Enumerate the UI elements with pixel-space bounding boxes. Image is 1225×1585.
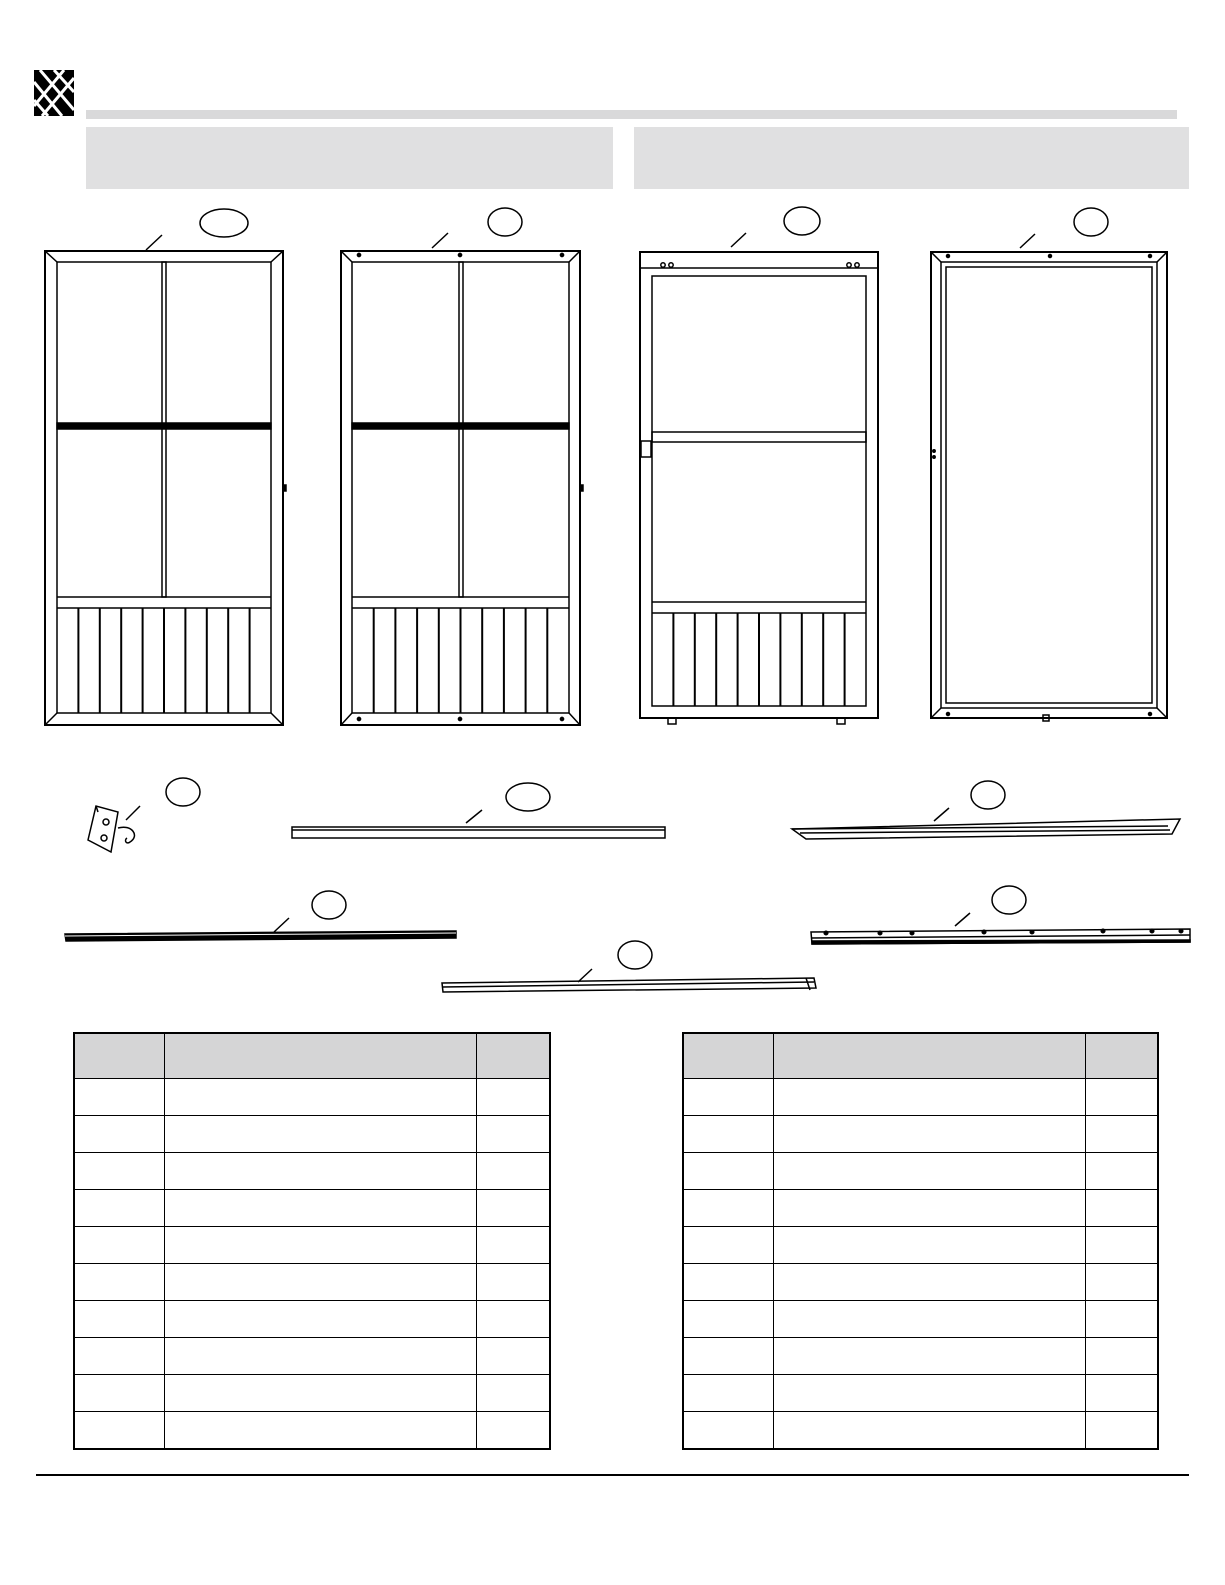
quantity-cell <box>477 1079 550 1116</box>
quantity-cell <box>477 1116 550 1153</box>
table-row <box>683 1190 1158 1227</box>
part-id-cell <box>683 1190 773 1227</box>
description-cell <box>164 1116 477 1153</box>
parts-table-left <box>73 1032 551 1450</box>
table-row <box>683 1227 1158 1264</box>
part-id-cell <box>683 1375 773 1412</box>
column-header-description <box>773 1033 1086 1079</box>
description-cell <box>164 1301 477 1338</box>
description-cell <box>773 1264 1086 1301</box>
quantity-cell <box>1086 1412 1158 1450</box>
description-cell <box>164 1264 477 1301</box>
description-cell <box>164 1079 477 1116</box>
table-row <box>683 1116 1158 1153</box>
quantity-cell <box>1086 1153 1158 1190</box>
description-cell <box>164 1338 477 1375</box>
part-id-cell <box>683 1338 773 1375</box>
table-row <box>74 1412 550 1450</box>
description-cell <box>773 1375 1086 1412</box>
quantity-cell <box>1086 1264 1158 1301</box>
description-cell <box>773 1412 1086 1450</box>
part-id-cell <box>74 1375 164 1412</box>
part-id-cell <box>74 1116 164 1153</box>
table-row <box>683 1301 1158 1338</box>
table-row <box>683 1338 1158 1375</box>
angled-rail-strip <box>792 781 1180 839</box>
quantity-cell <box>477 1264 550 1301</box>
leader-line <box>578 969 592 982</box>
leader-line <box>146 235 162 250</box>
quantity-cell <box>477 1153 550 1190</box>
description-cell <box>773 1190 1086 1227</box>
description-cell <box>773 1301 1086 1338</box>
description-cell <box>164 1227 477 1264</box>
part-id-cell <box>74 1301 164 1338</box>
table-row <box>683 1153 1158 1190</box>
quantity-cell <box>477 1190 550 1227</box>
part-callout-circle <box>992 886 1026 914</box>
part-callout-circle <box>200 209 248 237</box>
part-id-cell <box>683 1227 773 1264</box>
table-row <box>74 1227 550 1264</box>
part-callout-circle <box>618 941 652 969</box>
table-row <box>683 1079 1158 1116</box>
part-callout-circle <box>1074 208 1108 236</box>
table-row <box>683 1264 1158 1301</box>
part-id-cell <box>683 1079 773 1116</box>
table-row <box>74 1301 550 1338</box>
long-rail-strip <box>65 891 456 941</box>
leader-line <box>126 806 140 820</box>
description-cell <box>164 1190 477 1227</box>
part-id-cell <box>683 1116 773 1153</box>
table-row <box>74 1116 550 1153</box>
hinge-bracket <box>88 778 200 852</box>
part-id-cell <box>74 1264 164 1301</box>
description-cell <box>164 1412 477 1450</box>
leader-line <box>1020 234 1035 248</box>
part-id-cell <box>74 1153 164 1190</box>
column-header-part-id <box>683 1033 773 1079</box>
table-header-row <box>74 1033 550 1079</box>
leader-line <box>731 233 746 247</box>
quantity-cell <box>477 1338 550 1375</box>
description-cell <box>773 1116 1086 1153</box>
drilled-rail-strip <box>811 886 1190 944</box>
quantity-cell <box>1086 1227 1158 1264</box>
description-cell <box>773 1227 1086 1264</box>
part-callout-circle <box>784 207 820 235</box>
quantity-cell <box>1086 1375 1158 1412</box>
part-callout-circle <box>166 778 200 806</box>
part-id-cell <box>683 1301 773 1338</box>
leader-line <box>274 918 289 932</box>
leader-line <box>955 913 970 926</box>
column-header-quantity <box>477 1033 550 1079</box>
table-row <box>74 1338 550 1375</box>
part-id-cell <box>683 1264 773 1301</box>
panel-door-d <box>931 208 1167 721</box>
table-header-row <box>683 1033 1158 1079</box>
part-id-cell <box>74 1190 164 1227</box>
table-row <box>683 1412 1158 1450</box>
footer-rule <box>36 1474 1189 1476</box>
part-id-cell <box>74 1227 164 1264</box>
description-cell <box>773 1079 1086 1116</box>
leader-line <box>466 810 482 823</box>
leader-line <box>934 808 949 821</box>
table-row <box>74 1264 550 1301</box>
table-row <box>74 1079 550 1116</box>
column-header-quantity <box>1086 1033 1158 1079</box>
quantity-cell <box>1086 1301 1158 1338</box>
quantity-cell <box>1086 1079 1158 1116</box>
table-row <box>74 1375 550 1412</box>
part-callout-circle <box>488 208 522 236</box>
quantity-cell <box>477 1375 550 1412</box>
part-id-cell <box>683 1412 773 1450</box>
part-id-cell <box>74 1079 164 1116</box>
quantity-cell <box>477 1412 550 1450</box>
part-id-cell <box>683 1153 773 1190</box>
table-row <box>74 1153 550 1190</box>
description-cell <box>773 1153 1086 1190</box>
column-header-description <box>164 1033 477 1079</box>
part-callout-circle <box>506 783 550 811</box>
table-row <box>683 1375 1158 1412</box>
quantity-cell <box>477 1227 550 1264</box>
leader-line <box>432 233 448 248</box>
description-cell <box>164 1153 477 1190</box>
quantity-cell <box>477 1301 550 1338</box>
channel-rail-strip <box>442 941 816 992</box>
part-callout-circle <box>971 781 1005 809</box>
column-header-part-id <box>74 1033 164 1079</box>
parts-table-right <box>682 1032 1159 1450</box>
description-cell <box>164 1375 477 1412</box>
quantity-cell <box>1086 1116 1158 1153</box>
table-row <box>74 1190 550 1227</box>
part-id-cell <box>74 1412 164 1450</box>
part-callout-circle <box>312 891 346 919</box>
quantity-cell <box>1086 1190 1158 1227</box>
quantity-cell <box>1086 1338 1158 1375</box>
description-cell <box>773 1338 1086 1375</box>
top-rail-strip <box>292 783 665 838</box>
part-id-cell <box>74 1338 164 1375</box>
